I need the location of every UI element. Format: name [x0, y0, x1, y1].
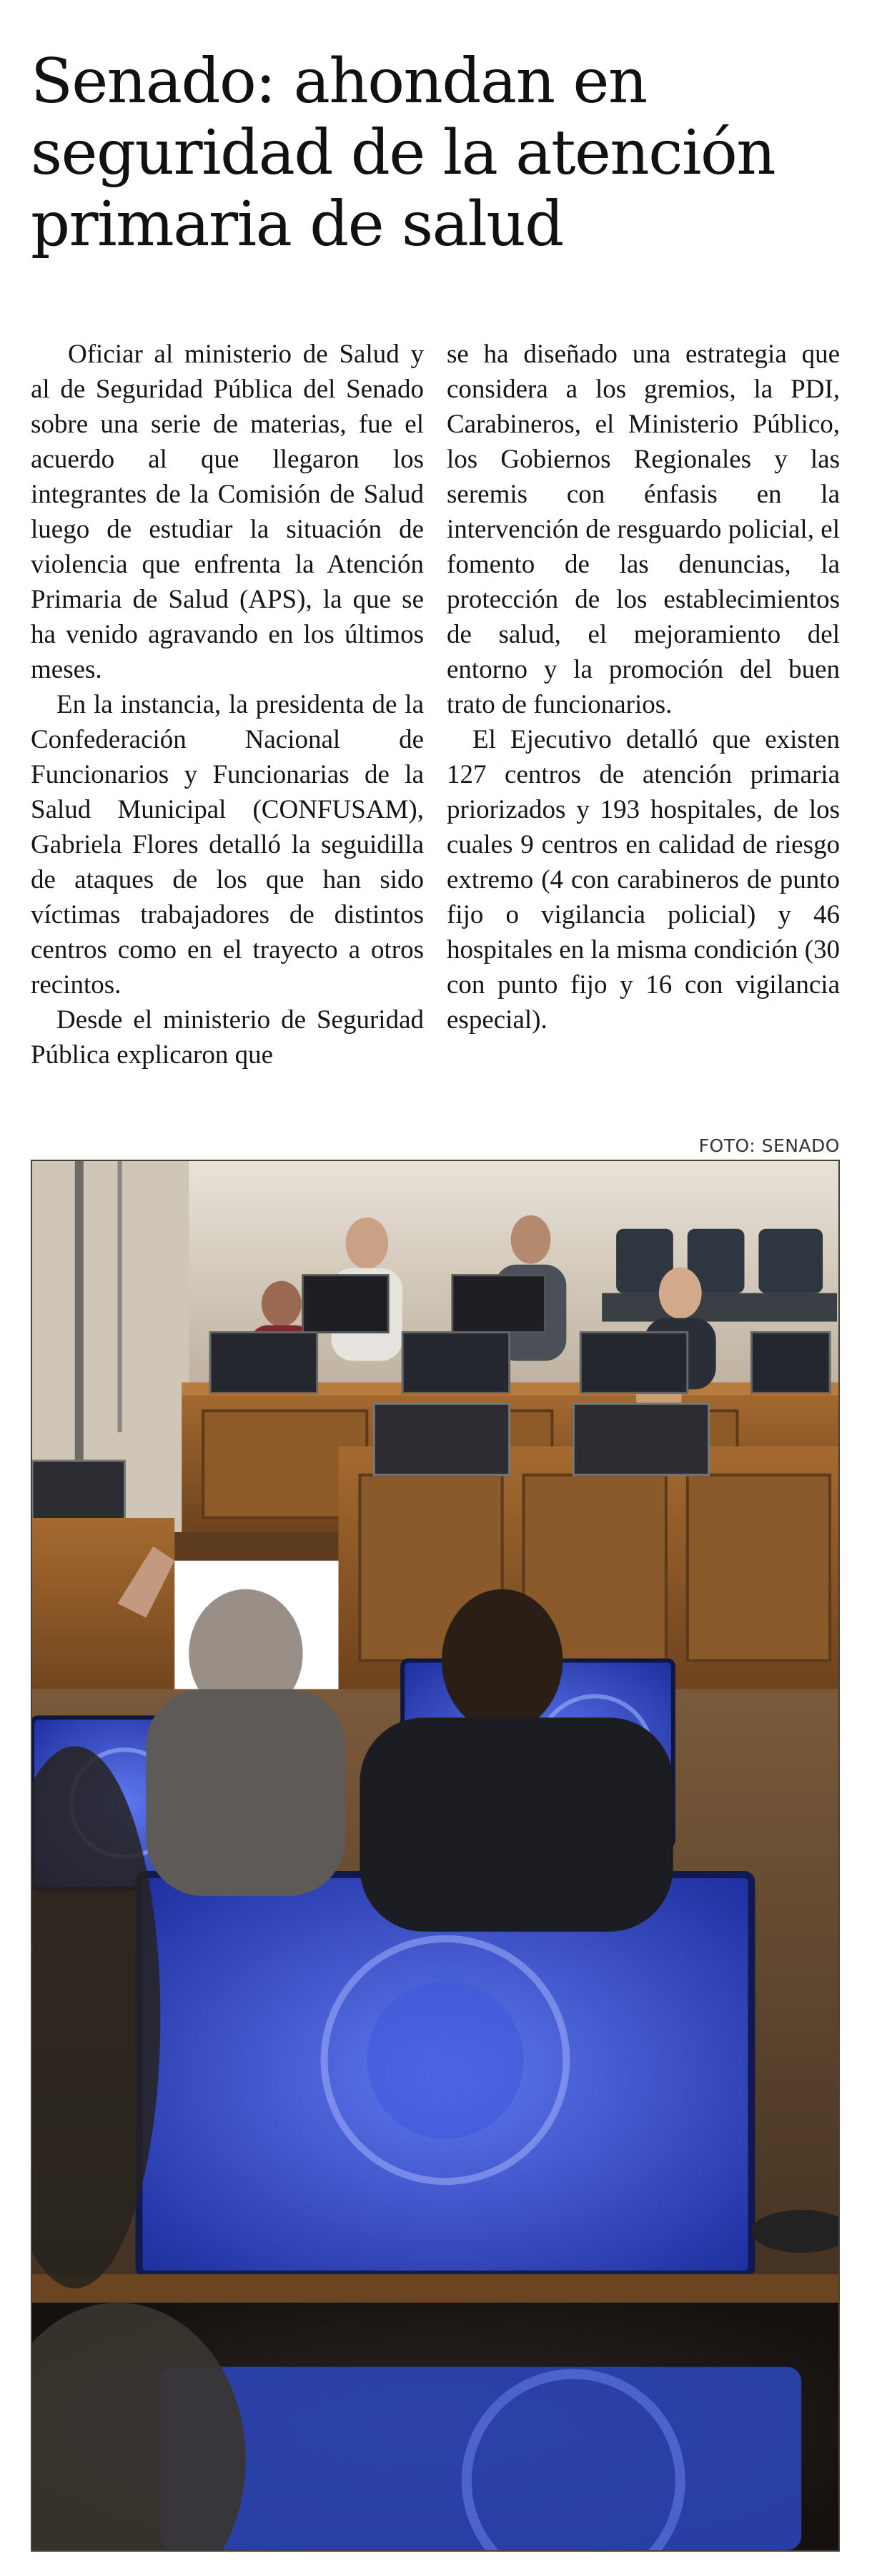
headline-line-3: primaria de salud [31, 189, 563, 260]
paragraph-3-continued: se ha diseñado una estrategia que considera a los gremios, la PDI, Carabineros, el Ministerio Público, los Gobiernos Regionales y las seremis con énfasis en la intervención de resguardo policial, el fomento de las denuncias, la protección de los establecimientos de salud, el mejoramiento del entorno y la promoción del buen trato de funcionarios. [447, 340, 840, 719]
article-column-left [31, 337, 424, 1109]
article-headline [31, 46, 846, 260]
headline-line-2: seguridad de la atención [31, 117, 776, 189]
article-column-right [447, 337, 840, 1109]
article-photo [31, 1160, 840, 2552]
senate-chamber-illustration [32, 1161, 838, 2550]
paragraph-3: Desde el ministerio de Seguridad Pública explicaron que [31, 1005, 424, 1070]
photo-credit: FOTO: SENADO [698, 1135, 840, 1156]
paragraph-4: El Ejecutivo detalló que existen 127 centros de atención primaria priorizados y 193 hospitales, de los cuales 9 centros en calidad de riesgo extremo (4 con carabineros de punto fijo o vigilancia policial) y 46 hospitales en la misma condición (30 con punto fijo y 16 con vigilancia especial). [447, 725, 840, 1035]
paragraph-1: Oficiar al ministerio de Salud y al de Seguridad Pública del Senado sobre una serie de materias, fue el acuerdo al que llegaron los integrantes de la Comisión de Salud luego de estudiar la situación de violencia que enfrenta la Atención Primaria de Salud (APS), la que se ha venido agravando en los últimos meses. [31, 340, 424, 684]
headline-line-1: Senado: ahondan en [31, 46, 647, 117]
article-body [31, 337, 840, 1109]
paragraph-2: En la instancia, la presidenta de la Confederación Nacional de Funcionarios y Funcionarias de la Salud Municipal (CONFUSAM), Gabriela Flores detalló la seguidilla de ataques de los que han sido víctimas trabajadores de distintos centros como en el trayecto a otros recintos. [31, 690, 424, 1000]
senator-dark-hair [442, 1589, 563, 1732]
blurred-screen-bottom [160, 2367, 801, 2550]
